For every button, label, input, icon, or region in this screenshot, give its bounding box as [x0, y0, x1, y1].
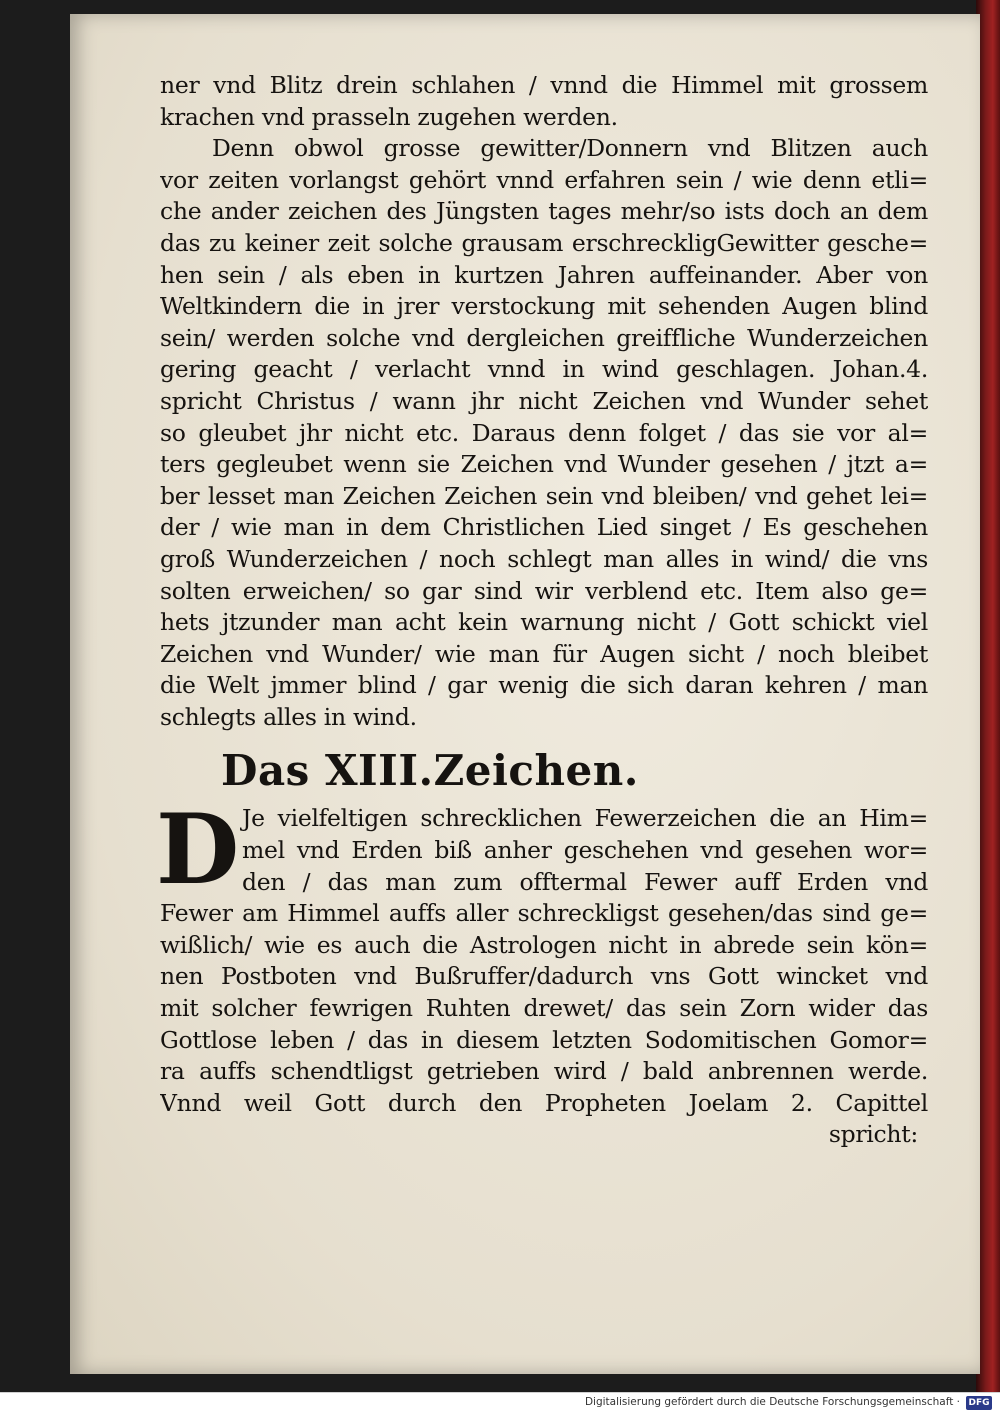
text-line: ra auffs schendtligst getrieben wird / bald anbrennen werde.: [160, 1057, 928, 1086]
footer-bar: [0, 1392, 1000, 1414]
page-text: [156, 70, 928, 1151]
text-line: che ander zeichen des Jüngsten tages mehr/so ists doch an dem: [160, 197, 928, 226]
text-line: ters gegleubet wenn sie Zeichen vnd Wunder gesehen / jtzt a=: [160, 450, 928, 479]
text-line: nen Postboten vnd Bußruffer/dadurch vns Gott wincket vnd: [160, 962, 928, 991]
text-line: ber lesset man Zeichen Zeichen sein vnd bleiben/ vnd gehet lei=: [160, 481, 928, 510]
text-line: gering geacht / verlacht vnnd in wind geschlagen. Johan.4.: [160, 355, 928, 384]
text-line: vor zeiten vorlangst gehört vnnd erfahren sein / wie denn etli=: [160, 165, 928, 194]
paragraph-2: [160, 133, 928, 733]
text-line: den / das man zum offtermal Fewer auff Erden vnd: [242, 867, 928, 896]
text-line: Je vielfeltigen schrecklichen Fewerzeichen die an Him=: [242, 804, 928, 833]
text-line: das zu keiner zeit solche grausam erschreckligGewitter gesche=: [160, 228, 928, 257]
text-line: mel vnd Erden biß anher geschehen vnd gesehen wor=: [242, 836, 928, 865]
text-line: Vnnd weil Gott durch den Propheten Joelam 2. Capittel: [160, 1088, 928, 1117]
drop-capital: D: [156, 793, 239, 907]
text-line: Weltkindern die in jrer verstockung mit sehenden Augen blind: [160, 292, 928, 321]
text-line: Fewer am Himmel auffs aller schreckligst gesehen/das sind ge=: [160, 899, 928, 928]
text-line: Zeichen vnd Wunder/ wie man für Augen sicht / noch bleibet: [160, 639, 928, 668]
text-line: groß Wunderzeichen / noch schlegt man alles in wind/ die vns: [160, 544, 928, 573]
dfg-logo-icon: DFG: [966, 1396, 992, 1410]
text-line: die Welt jmmer blind / gar wenig die sich daran kehren / man: [160, 671, 928, 700]
paragraph-3: [156, 793, 928, 1151]
text-line: so gleubet jhr nicht etc. Daraus denn folget / das sie vor al=: [160, 418, 928, 447]
text-line: spricht Christus / wann jhr nicht Zeichen vnd Wunder sehet: [160, 386, 928, 415]
text-line: mit solcher fewrigen Ruhten drewet/ das sein Zorn wider das: [160, 994, 928, 1023]
text-line: schlegts alles in wind.: [160, 702, 417, 731]
catchword: spricht:: [828, 1120, 918, 1149]
text-line: ner vnd Blitz drein schlahen / vnnd die Himmel mit grossem: [160, 71, 928, 99]
text-line: sein/ werden solche vnd dergleichen greiffliche Wunderzeichen: [160, 323, 928, 352]
text-line: krachen vnd prasseln zugehen werden.: [160, 102, 618, 131]
text-line: hets jtzunder man acht kein warnung nicht / Gott schickt viel: [160, 608, 928, 637]
paragraph-1: [160, 70, 928, 133]
text-line: Gottlose leben / das in diesem letzten Sodomitischen Gomor=: [160, 1025, 928, 1054]
text-line: wißlich/ wie es auch die Astrologen nicht in abrede sein kön=: [160, 930, 928, 959]
text-line: solten erweichen/ so gar sind wir verblend etc. Item also ge=: [160, 576, 928, 605]
text-line: der / wie man in dem Christlichen Lied singet / Es geschehen: [160, 513, 928, 542]
text-line: Denn obwol grosse gewitter/Donnern vnd Blitzen auch: [212, 134, 928, 163]
funding-notice: Digitalisierung gefördert durch die Deutsche Forschungsgemeinschaft ·: [584, 1396, 960, 1408]
section-heading: Das XIII.Zeichen.: [221, 746, 639, 796]
text-line: hen sein / als eben in kurtzen Jahren auffeinander. Aber von: [160, 260, 928, 289]
